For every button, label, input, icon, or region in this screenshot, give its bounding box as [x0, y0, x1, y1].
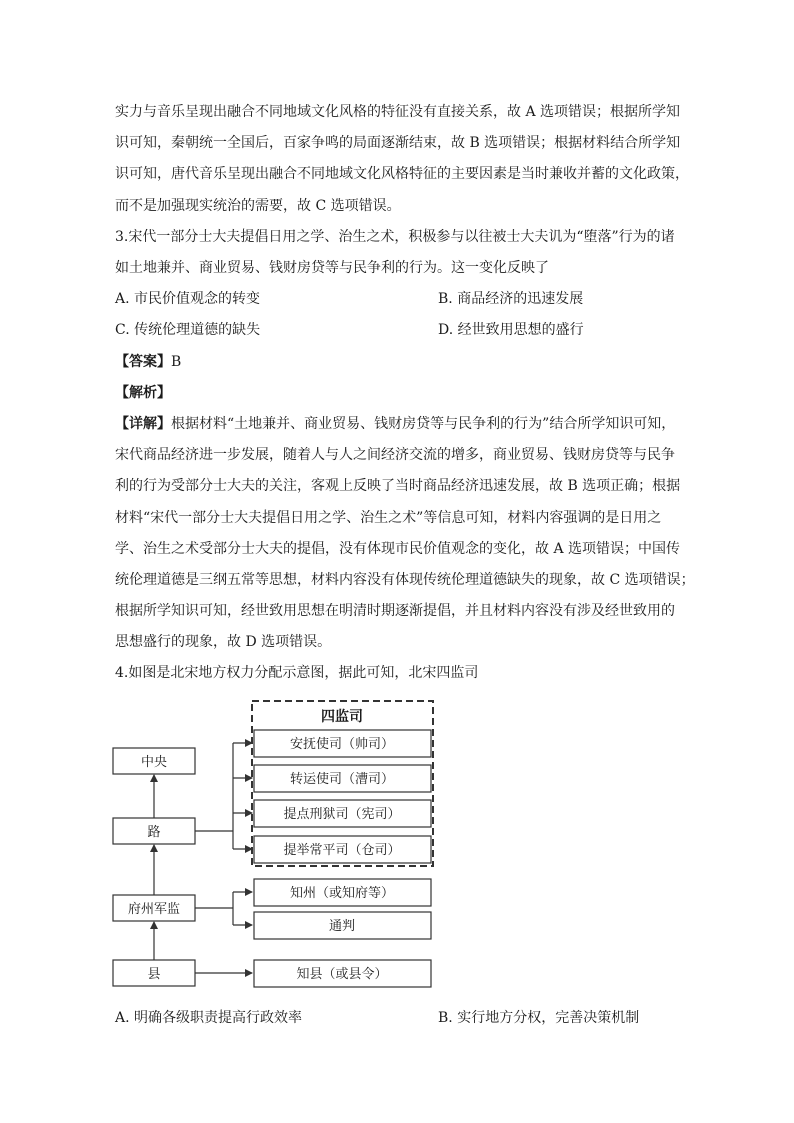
- answer-value: B: [171, 354, 182, 370]
- si-label-3: 提点刑狱司（宪司）: [283, 807, 401, 822]
- central-label: 中央: [140, 755, 168, 770]
- text-line: 识可知，唐代音乐呈现出融合不同地域文化风格特征的主要因素是当时兼收并蓄的文化政策，: [115, 166, 689, 182]
- detail-line: 材料“宋代一部分士大夫提倡日用之学、治生之术”等信息可知，材料内容强调的是日用之: [115, 510, 662, 526]
- detail-line: 思想盛行的现象，故 D 选项错误。: [115, 634, 332, 650]
- lu-label: 路: [147, 825, 161, 840]
- q4-option-b: B. 实行地方分权，完善决策机制: [438, 1010, 640, 1026]
- detail-line: 利的行为受部分士大夫的关注，客观上反映了当时商品经济迅速发展，故 B 选项正确；根据: [115, 478, 681, 494]
- detail-line: 根据所学知识可知，经世致用思想在明清时期逐渐提倡，并且材料内容没有涉及经世致用的: [115, 603, 675, 619]
- fu-label-1: 知州（或知府等）: [289, 886, 395, 901]
- si-label-4: 提举常平司（仓司）: [283, 843, 401, 858]
- county-label: 县: [147, 967, 161, 982]
- text-line: 实力与音乐呈现出融合不同地域文化风格的特征没有直接关系，故 A 选项错误；根据所学知: [115, 104, 681, 120]
- detail-text: 根据材料“土地兼并、商业贸易、钱财房贷等与民争利的行为”结合所学知识可知，: [171, 416, 676, 432]
- prefecture-label: 府州军监: [127, 902, 181, 917]
- text-line: 识可知，秦朝统一全国后，百家争鸣的局面逐渐结束，故 B 选项错误；根据材料结合所学知: [115, 135, 681, 151]
- si-label-1: 安抚使司（帅司）: [289, 737, 395, 752]
- detail-tag: 【详解】: [115, 416, 171, 432]
- option-b: B. 商品经济的迅速发展: [438, 291, 584, 307]
- fu-label-2: 通判: [328, 919, 356, 934]
- detail-line: 统伦理道德是三纲五常等思想，材料内容没有体现传统伦理道德缺失的现象，故 C 选项错误；: [115, 572, 695, 588]
- option-a: A. 市民价值观念的转变: [115, 291, 261, 307]
- answer-tag: 【答案】: [115, 354, 171, 370]
- question-3-stem: 如土地兼并、商业贸易、钱财房贷等与民争利的行为。这一变化反映了: [115, 260, 549, 276]
- q4-option-a: A. 明确各级职责提高行政效率: [115, 1010, 303, 1026]
- si-label-2: 转运使司（漕司）: [289, 772, 395, 787]
- xian-label: 知县（或县令）: [296, 967, 388, 982]
- option-c: C. 传统伦理道德的缺失: [115, 322, 261, 338]
- text-line: 而不是加强现实统治的需要，故 C 选项错误。: [115, 198, 401, 214]
- option-d: D. 经世致用思想的盛行: [438, 322, 584, 338]
- group-title: 四监司: [321, 709, 363, 725]
- question-4-stem: 4.如图是北宋地方权力分配示意图，据此可知，北宋四监司: [115, 665, 479, 681]
- question-3-stem: 3.宋代一部分士大夫提倡日用之学、治生之术，积极参与以往被士大夫讥为“堕落”行为的诸: [115, 229, 675, 245]
- detail-line: 宋代商品经济进一步发展，随着人与人之间经济交流的增多，商业贸易、钱财房贷等与民争: [115, 447, 675, 463]
- detail-line: 学、治生之术受部分士大夫的提倡，没有体现市民价值观念的变化，故 A 选项错误；中国传: [115, 541, 681, 557]
- analysis-tag-text: 【解析】: [115, 385, 171, 401]
